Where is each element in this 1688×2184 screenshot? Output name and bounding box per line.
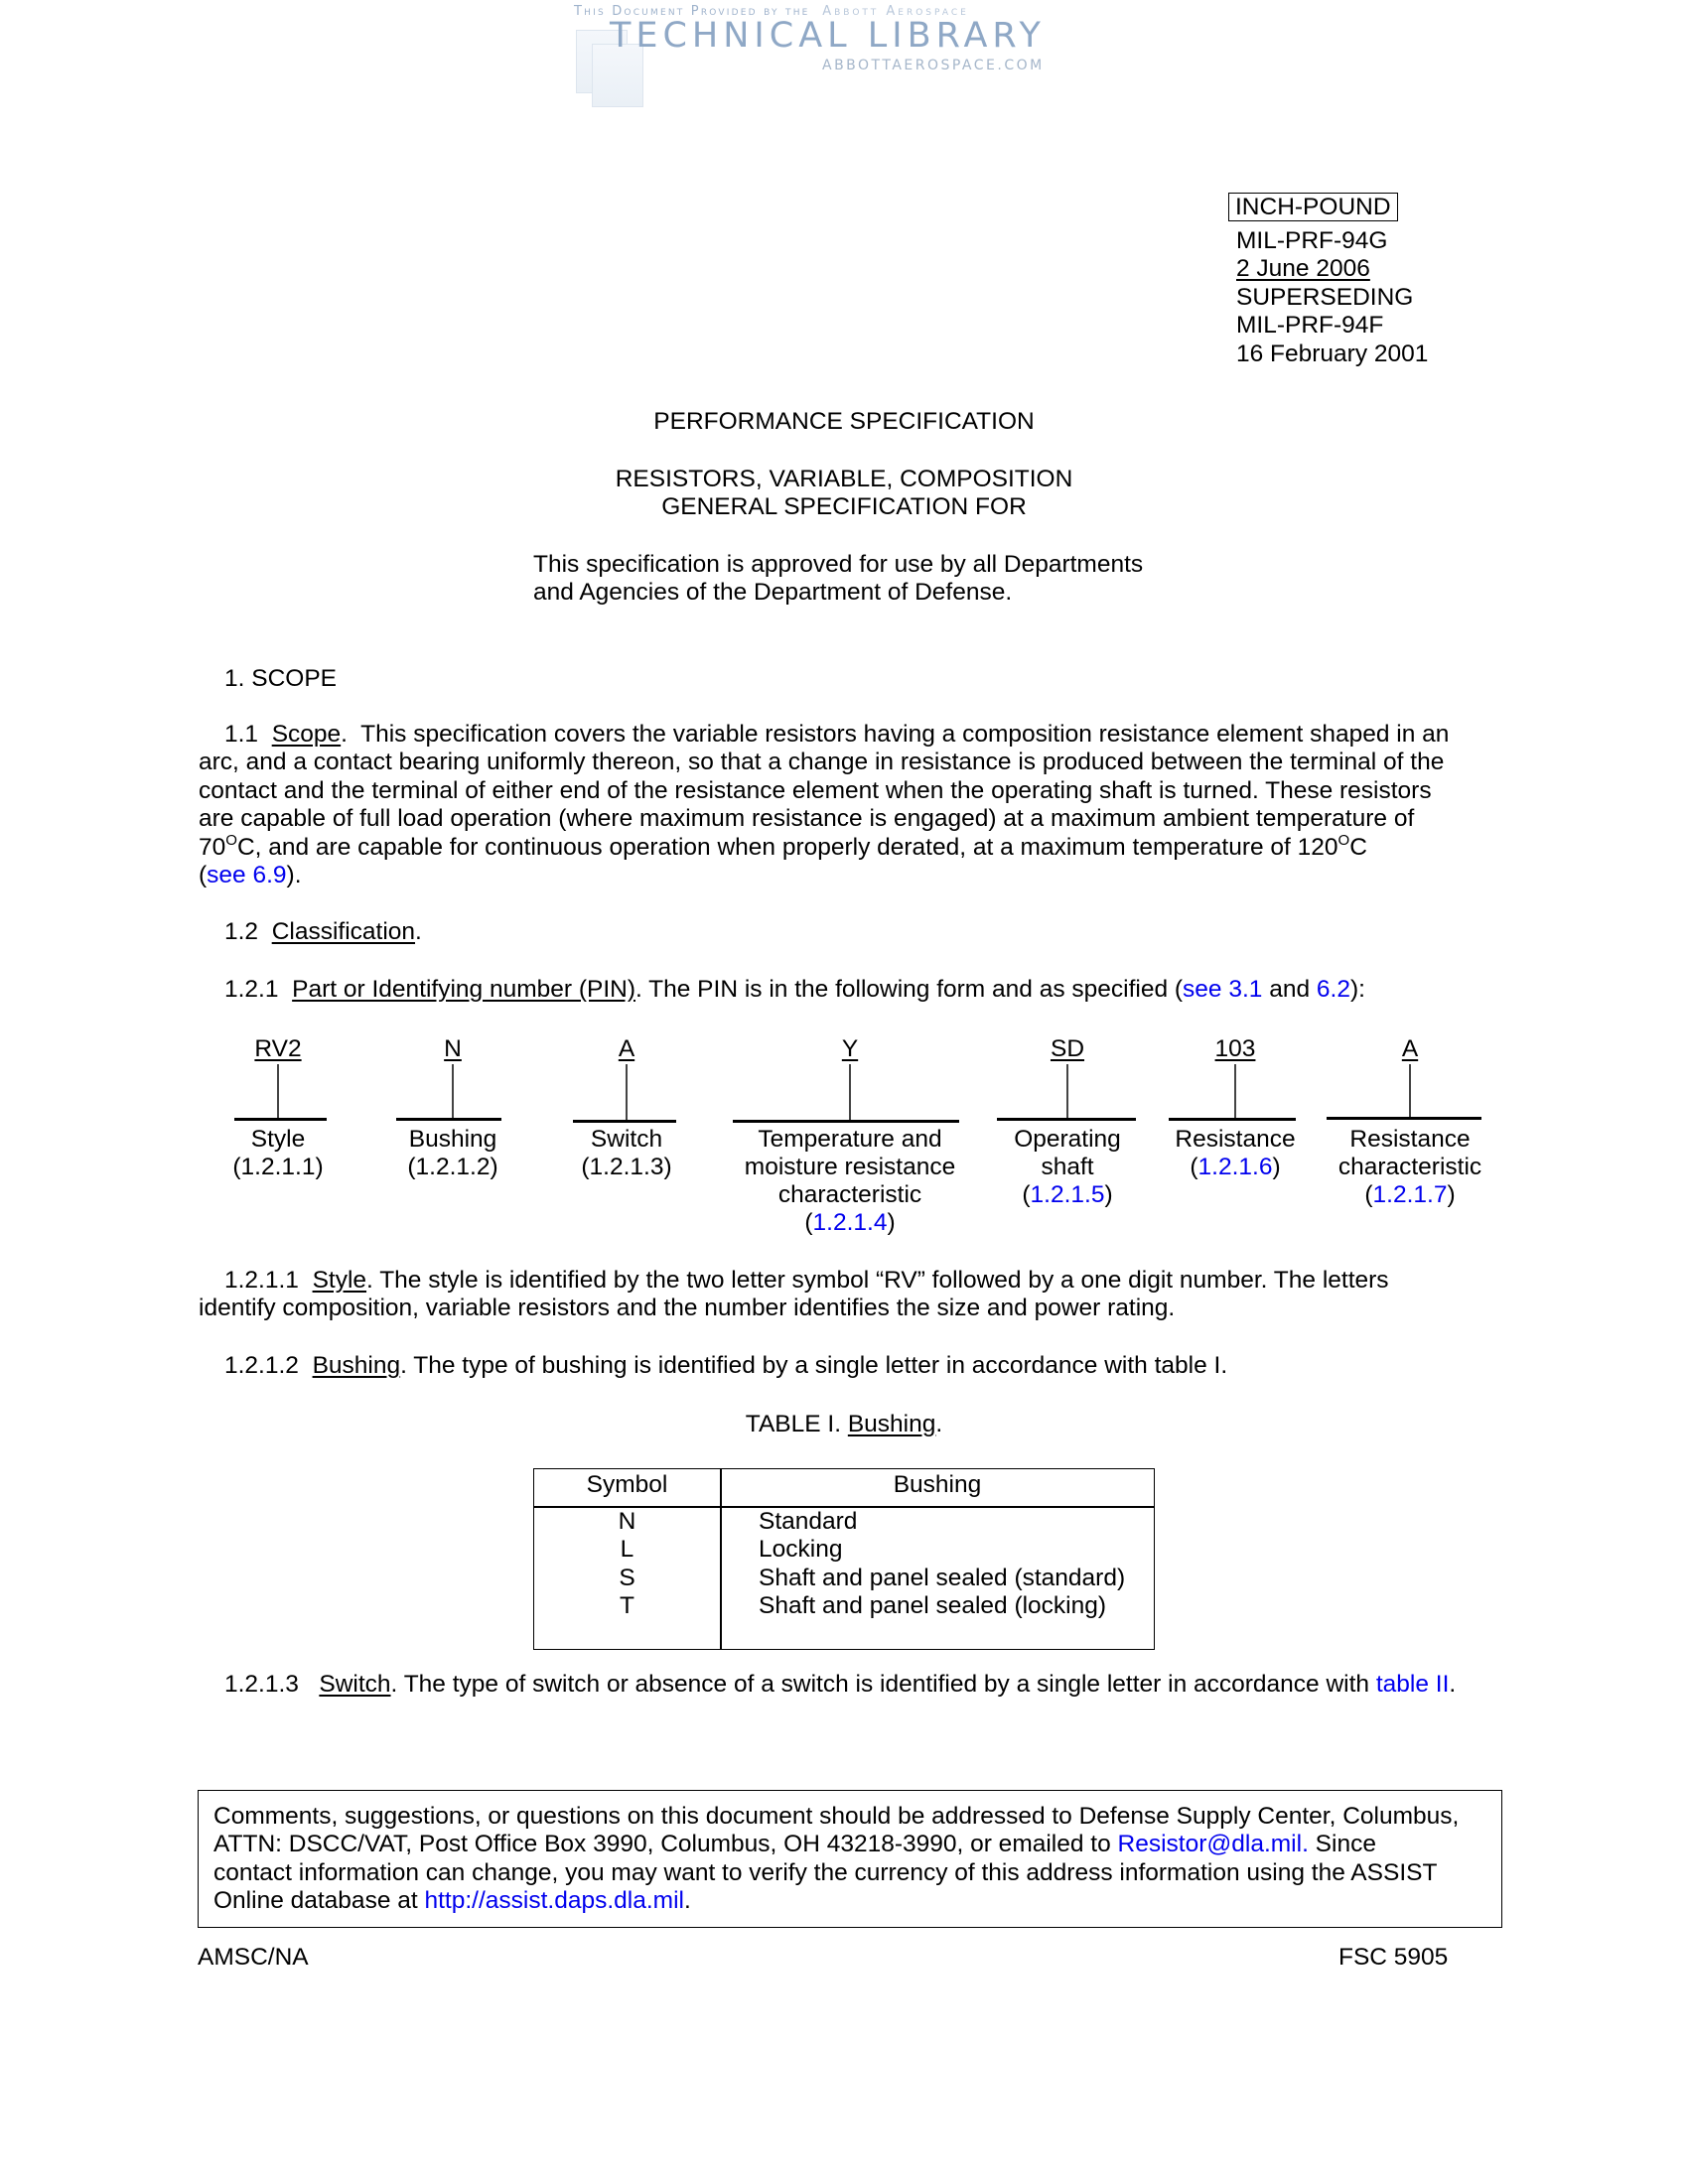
connector-line xyxy=(849,1064,851,1121)
spec-title-line1: RESISTORS, VARIABLE, COMPOSITION xyxy=(615,466,1073,492)
bracket-line xyxy=(234,1118,327,1121)
connector-line xyxy=(626,1064,628,1121)
bracket-line xyxy=(997,1118,1136,1121)
section-1-2-1-2-paragraph: 1.2.1.2 Bushing. The type of bushing is identified by a single letter in accordance with table I. xyxy=(224,1352,1228,1379)
pin-label: moisture resistance xyxy=(744,1154,956,1180)
spec-type-heading: PERFORMANCE SPECIFICATION xyxy=(653,408,1035,435)
section-1-2-heading: 1.2 Classification. xyxy=(224,918,422,945)
pin-ref: (1.2.1.5) xyxy=(1022,1181,1113,1208)
superseded-doc-id: MIL-PRF-94F xyxy=(1236,312,1384,339)
pin-label: Temperature and xyxy=(758,1126,942,1153)
bracket-line xyxy=(396,1118,501,1121)
pin-label: characteristic xyxy=(1337,1154,1482,1180)
table-cell-bushing: Standard xyxy=(759,1508,858,1535)
inch-pound-label: INCH-POUND xyxy=(1228,193,1398,221)
ref-1-2-1-5-link[interactable]: 1.2.1.5 xyxy=(1030,1181,1105,1208)
table-cell-bushing: Locking xyxy=(759,1536,843,1563)
paragraph-line: This specification covers the variable resistors having a composition resistance element shaped in an xyxy=(360,721,1450,748)
table-header-bushing: Bushing xyxy=(893,1471,982,1498)
comments-line: Comments, suggestions, or questions on this document should be addressed to Defense Supply Center, Columbus, xyxy=(213,1803,1460,1830)
pin-code: A xyxy=(618,1035,635,1062)
paragraph-line: are capable of full load operation (where maximum resistance is engaged) at a maximum ambient temperature of xyxy=(199,805,1415,832)
section-1-2-1-paragraph: 1.2.1 Part or Identifying number (PIN). The PIN is in the following form and as specified (see 3.1 and 6.2): xyxy=(224,976,1365,1003)
pin-label: Resistance xyxy=(1175,1126,1296,1153)
connector-line xyxy=(277,1064,279,1120)
bracket-line xyxy=(1169,1118,1296,1121)
table-cell-symbol: L xyxy=(620,1536,634,1563)
table-cell-symbol: N xyxy=(618,1508,636,1535)
bushing-table xyxy=(533,1468,1155,1650)
superseding-label: SUPERSEDING xyxy=(1236,284,1414,311)
table-cell-bushing: Shaft and panel sealed (standard) xyxy=(759,1565,1126,1591)
pin-label: Bushing xyxy=(408,1126,497,1153)
pin-code: 103 xyxy=(1214,1035,1256,1062)
comments-line: contact information can change, you may want to verify the currency of this address information using the ASSIST xyxy=(213,1859,1438,1886)
table-cell-symbol: T xyxy=(620,1592,634,1619)
table-cell-symbol: S xyxy=(619,1565,635,1591)
section-1-2-1-3-paragraph: 1.2.1.3 Switch. The type of switch or absence of a switch is identified by a single letter in accordance with table II. xyxy=(224,1671,1457,1698)
pin-label: Style xyxy=(250,1126,306,1153)
pin-label: Resistance xyxy=(1349,1126,1471,1153)
approval-line2: and Agencies of the Department of Defense. xyxy=(533,579,1013,606)
section-title: Scope xyxy=(271,721,342,748)
pin-code: N xyxy=(444,1035,462,1062)
bracket-line xyxy=(733,1120,959,1123)
assist-url-link[interactable]: http://assist.daps.dla.mil xyxy=(424,1887,684,1914)
approval-line1: This specification is approved for use by all Departments xyxy=(533,551,1144,578)
paragraph-line: identify composition, variable resistors and the number identifies the size and power rating. xyxy=(199,1295,1176,1321)
ref-1-2-1-6-link[interactable]: 1.2.1.6 xyxy=(1197,1154,1273,1180)
pin-ref: (1.2.1.6) xyxy=(1190,1154,1281,1180)
pin-label: shaft xyxy=(1041,1154,1094,1180)
watermark-site: ABBOTTAEROSPACE.COM xyxy=(822,58,1045,73)
pin-code: A xyxy=(1401,1035,1419,1062)
spec-title-line2: GENERAL SPECIFICATION FOR xyxy=(661,493,1027,520)
fsc-label: FSC 5905 xyxy=(1338,1944,1449,1971)
pin-ref: (1.2.1.7) xyxy=(1364,1181,1456,1208)
pin-label: characteristic xyxy=(777,1181,922,1208)
superseded-date: 16 February 2001 xyxy=(1236,341,1429,367)
email-link[interactable]: Resistor@dla.mil. xyxy=(1117,1831,1309,1857)
see-3-1-link[interactable]: see 3.1 xyxy=(1183,976,1263,1003)
pin-label: Switch xyxy=(590,1126,663,1153)
pin-ref: (1.2.1.4) xyxy=(804,1209,896,1236)
bracket-line xyxy=(1327,1117,1481,1120)
ref-1-2-1-7-link[interactable]: 1.2.1.7 xyxy=(1372,1181,1448,1208)
paragraph-line: arc, and a contact bearing uniformly thereon, so that a change in resistance is produced between the terminal of the xyxy=(199,749,1445,775)
pin-ref: (1.2.1.1) xyxy=(232,1154,324,1180)
see-6-2-link[interactable]: 6.2 xyxy=(1316,976,1350,1003)
comments-line: ATTN: DSCC/VAT, Post Office Box 3990, Columbus, OH 43218-3990, or emailed to Resistor@dla.mil. Since xyxy=(213,1831,1376,1857)
pin-code: RV2 xyxy=(254,1035,302,1062)
section-number: 1.1 xyxy=(224,721,259,748)
watermark-title: TECHNICAL LIBRARY xyxy=(610,16,1046,56)
amsc-label: AMSC/NA xyxy=(198,1944,309,1971)
pin-code: Y xyxy=(841,1035,859,1062)
connector-line xyxy=(1234,1064,1236,1120)
ref-1-2-1-4-link[interactable]: 1.2.1.4 xyxy=(812,1209,888,1236)
paragraph-line: (see 6.9). xyxy=(199,862,302,888)
connector-line xyxy=(452,1064,454,1120)
connector-line xyxy=(1409,1064,1411,1119)
pin-code: SD xyxy=(1050,1035,1085,1062)
paragraph-line: contact and the terminal of either end of the resistance element when the operating shaft is turned. These resistors xyxy=(199,777,1432,804)
bracket-line xyxy=(573,1120,676,1123)
doc-id: MIL-PRF-94G xyxy=(1236,227,1388,254)
pin-label: Operating xyxy=(1014,1126,1121,1153)
comments-line: Online database at http://assist.daps.dla.mil. xyxy=(213,1887,691,1914)
paragraph-line: $70^OC$, and are capable for continuous operation when properly derated, at a maximum temperature of $120^OC$ xyxy=(199,832,1367,861)
connector-line xyxy=(1066,1064,1068,1120)
see-6-9-link[interactable]: see 6.9 xyxy=(207,862,287,888)
table-1-caption: TABLE I. Bushing. xyxy=(745,1411,943,1437)
watermark-provided-by: This Document Provided by the Abbott Aerospace xyxy=(574,4,969,19)
section-1-heading: 1. SCOPE xyxy=(224,665,338,692)
table-header-symbol: Symbol xyxy=(586,1471,668,1498)
pin-ref: (1.2.1.2) xyxy=(407,1154,498,1180)
pin-ref: (1.2.1.3) xyxy=(581,1154,672,1180)
doc-date: 2 June 2006 xyxy=(1236,255,1370,282)
table-2-link[interactable]: table II xyxy=(1375,1671,1450,1698)
table-cell-bushing: Shaft and panel sealed (locking) xyxy=(759,1592,1107,1619)
